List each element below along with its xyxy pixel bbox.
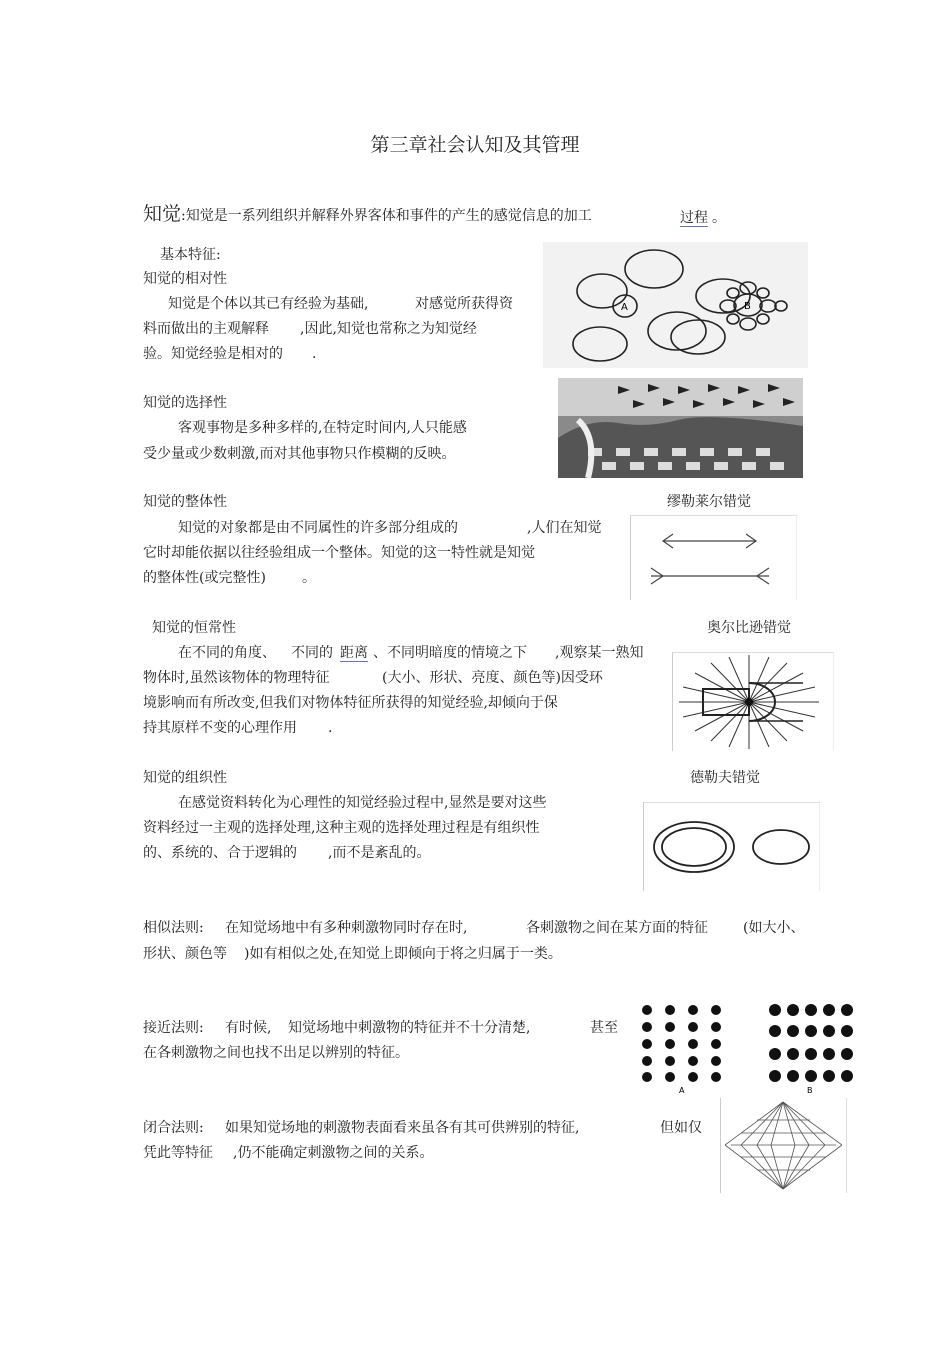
fig-label-a: A (621, 302, 628, 313)
law3-line: 如果知觉场地的刺激物表面看来虽各有其可供辨别的特征, (225, 1120, 580, 1136)
law2-line: 甚至 (590, 1020, 618, 1036)
law2-line: 有时候, (225, 1020, 272, 1036)
law3-line: 闭合法则: (143, 1120, 204, 1136)
s1-line: 知觉是个体以其已有经验为基础, (168, 296, 369, 312)
muller-lyer-figure (630, 515, 797, 600)
s3-line: 。 (302, 570, 316, 586)
s4-heading: 知觉的恒常性 (152, 620, 236, 636)
s4-line: . (328, 720, 333, 736)
escher-figure (558, 378, 803, 478)
ebbinghaus-svg (543, 242, 808, 368)
s4-line: 、不同明暗度的情境之下 (373, 645, 527, 661)
s4-line-link (340, 645, 368, 661)
s3-line: 知觉的对象都是由不同属性的许多部分组成的 (178, 520, 458, 536)
s1-line: 验。知觉经验是相对的 (143, 346, 283, 362)
orbison-svg (673, 653, 833, 751)
s3-line: 它时却能依据以往经验组成一个整体。知觉的这一特性就是知觉 (143, 545, 535, 561)
law2-line: 知觉场地中刺激物的特征并不十分清楚, (288, 1020, 531, 1036)
law1-line: )如有相似之处,在知觉上即倾向于将之归属于一类。 (244, 946, 562, 962)
s4-line: 境影响而有所改变,但我们对物体特征所获得的知觉经验,却倾向于保 (143, 695, 558, 711)
distance-link[interactable]: 距离 (340, 645, 368, 661)
closure-figure (720, 1098, 847, 1193)
intro-line (143, 203, 592, 225)
intro-end: 。 (712, 210, 726, 226)
s5-line: ,而不是紊乱的。 (328, 845, 431, 861)
dot-grid-svg (635, 998, 855, 1096)
s1-line: 对感觉所获得资 (415, 296, 513, 312)
law3-line: 但如仅 (660, 1120, 702, 1136)
s4-line: 持其原样不变的心理作用 (143, 720, 297, 736)
muller-lyer-caption: 缪勒莱尔错觉 (667, 494, 751, 510)
s3-line: 的整体性(或完整性) (143, 570, 266, 586)
dot-label-a: A (679, 1086, 685, 1095)
s5-line: 的、系统的、合于逻辑的 (143, 845, 297, 861)
s2-line: 客观事物是多种多样的,在特定时间内,人只能感 (178, 420, 467, 436)
s5-line: 在感觉资料转化为心理性的知觉经验过程中,显然是要对这些 (178, 795, 547, 811)
fig-label-b: B (744, 301, 751, 312)
intro-text: :知觉是一系列组织并解释外界客体和事件的产生的感觉信息的加工 (181, 208, 592, 224)
s5-heading: 知觉的组织性 (143, 770, 227, 786)
s1-line: . (312, 346, 317, 362)
s4-line: ,观察某一熟知 (555, 645, 644, 661)
s1-line: ,因此,知觉也常称之为知觉经 (300, 321, 477, 337)
orbison-figure (672, 652, 834, 751)
closure-svg (721, 1098, 846, 1193)
s1-line: 料而做出的主观解释 (143, 321, 269, 337)
orbison-caption: 奥尔比逊错觉 (707, 620, 791, 636)
s2-line: 受少量或少数刺激,而对其他事物只作模糊的反映。 (143, 446, 456, 462)
muller-lyer-svg (631, 516, 796, 600)
s5-line: 资料经过一主观的选择处理,这种主观的选择处理过程是有组织性 (143, 820, 540, 836)
dot-grid-figure (635, 998, 855, 1096)
law1-line: 相似法则: (143, 920, 204, 936)
page-title: 第三章社会认知及其管理 (370, 134, 580, 156)
ebbinghaus-figure (543, 242, 808, 368)
s3-line: ,人们在知觉 (527, 520, 602, 536)
s2-heading: 知觉的选择性 (143, 395, 227, 411)
law3-line: ,仍不能确定刺激物之间的关系。 (233, 1145, 434, 1161)
law1-line: (如大小、 (743, 920, 805, 936)
intro-link-wrap (680, 210, 726, 226)
basic-features-label: 基本特征: (160, 247, 221, 263)
delboeuf-svg (644, 803, 819, 891)
s4-line: 在不同的角度、 (178, 645, 276, 661)
law1-line: 各刺激物之间在某方面的特征 (526, 920, 708, 936)
s1-heading: 知觉的相对性 (143, 271, 227, 287)
law1-line: 形状、颜色等 (143, 946, 227, 962)
law2-line: 接近法则: (143, 1020, 204, 1036)
escher-svg (558, 378, 803, 478)
s4-line: 物体时,虽然该物体的物理特征 (143, 670, 330, 686)
law1-line: 在知觉场地中有多种刺激物同时存在时, (225, 920, 468, 936)
dot-label-b: B (807, 1086, 813, 1095)
s4-line: 不同的 (291, 645, 333, 661)
law3-line: 凭此等特征 (143, 1145, 213, 1161)
s3-heading: 知觉的整体性 (143, 494, 227, 510)
intro-term: 知觉 (143, 203, 182, 225)
law2-line: 在各刺激物之间也找不出足以辨别的特征。 (143, 1045, 409, 1061)
delboeuf-figure (643, 802, 820, 891)
s4-line: (大小、形状、亮度、颜色等)因受环 (382, 670, 603, 686)
delboeuf-caption: 德勒夫错觉 (690, 770, 760, 786)
intro-link[interactable]: 过程 (680, 210, 708, 226)
